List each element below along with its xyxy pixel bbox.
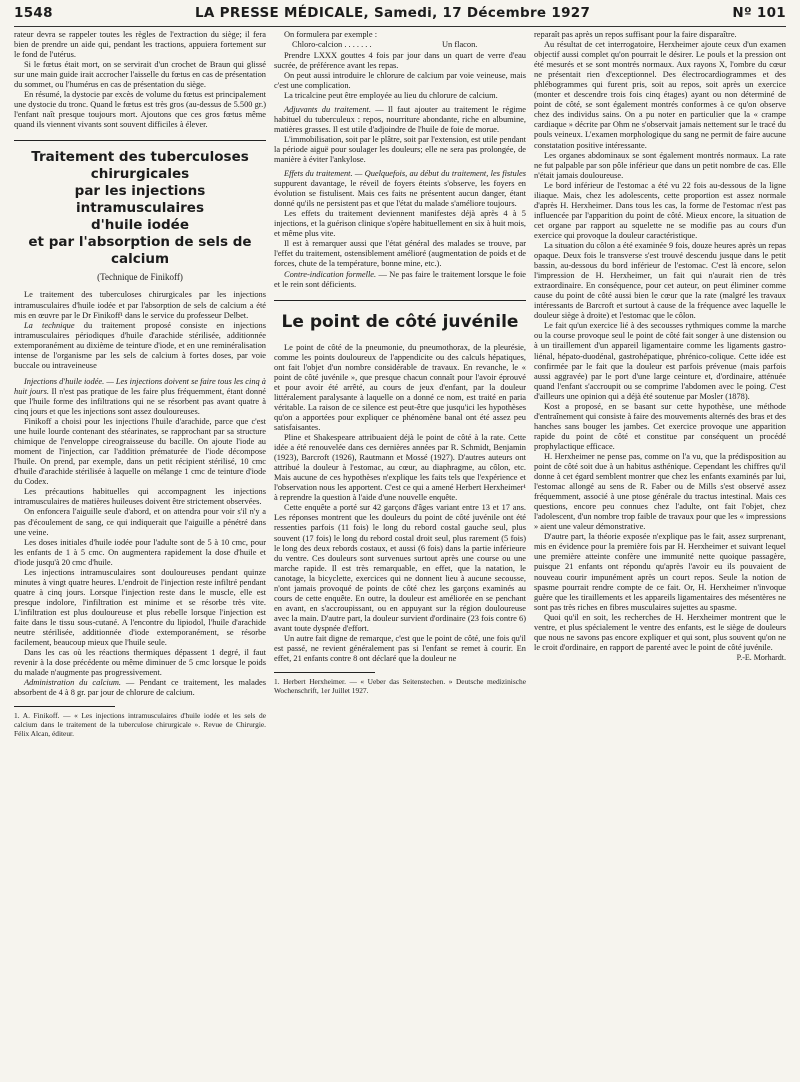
paragraph: Si le fœtus était mort, on se servirait d'un crochet de Braun qui glissé sur une main guide irait accrocher l'aisselle du fœtus en cas de présentation du sommet, ou l'humérus en cas de présentation du siège.: [14, 60, 266, 90]
paragraph: Les organes abdominaux se sont également montrés normaux. La rate ne fut palpable par son pôle inférieur que dans un petit nombre de cas. Elle n'était jamais douloureuse.: [534, 150, 786, 180]
footnote-divider: [274, 672, 375, 673]
footnote: 1. A. Finikoff. — « Les injections intramusculaires d'huile iodée et les sels de calcium dans le traitement de la tuberculose chirurgicale ». Revue de Chirurgie. Félix Alcan, éditeur.: [14, 711, 266, 739]
paragraph: Il est à remarquer aussi que l'état général des malades se trouve, par l'effet du traitement, ostensiblement amélioré (augmentation de poids et de forces, chute de la température, bonne mine, etc.).: [274, 239, 526, 269]
paragraph: Au résultat de cet interrogatoire, Herxheimer ajoute ceux d'un examen objectif aussi complet qu'on pourrait le désirer. Le pouls et la pression ont été mesurés et se sont montrés normaux. Aux rayons X, l'ombre du cœur ne présentait rien d'exceptionnel. Des électrocardiogrammes et des phlébogrammes qui furent pris, soit au repos, soit après un exercice (monter et descendre trois fois cinq étages) ayant ou non déterminé de point de côté, se sont également montrés conformes à ce qu'on observe chez des individus sains. On a pu noter en particulier que la « crampe cardiaque » décrite par Ohm ne s'observait jamais nettement sur le tracé du pouls veineux. L'examen morphologique du sang ne permit de faire aucune constatation positive intéressante.: [534, 40, 786, 150]
paragraph: Prendre LXXX gouttes 4 fois par jour dans un quart de verre d'eau sucrée, de préférence avant les repas.: [274, 50, 526, 70]
paragraph: On enfoncera l'aiguille seule d'abord, et on attendra pour voir s'il n'y a pas d'écoulement de sang, ce qui indiquerait que l'aiguille a pénétré dans une veine.: [14, 507, 266, 537]
article-title: Traitement des tuberculoses chirurgicales par les injections intramusculaires d'huile iodée et par l'absorption de sels de calcium: [28, 149, 252, 268]
paragraph: Les effets du traitement deviennent manifestes déjà après 4 à 5 injections, et la guérison clinique s'opère habituellement en six à huit mois, et même plus vite.: [274, 209, 526, 239]
paragraph: D'autre part, la théorie exposée n'explique pas le fait, assez surprenant, mis en évidence pour la première fois par H. Herxheimer et suivant lequel une première atteinte confère une immunité nette quoique passagère, puisque 21 enfants ont répondu qu'après l'avoir eu ils pouvaient de nouveau courir impunément après un court repos. Seule la notion de spasme pourrait rendre compte de ce fait. Or, H. Herxheimer n'invoque guère que les tiraillements et les appareils ligamentaires des mésentères ne sont pas très riches en fibres musculaires sujettes au spasme.: [534, 532, 786, 612]
paragraph: Kost a proposé, en se basant sur cette hypothèse, une méthode d'entraînement qui consiste à faire des mouvements alternés des bras et des hanches sans bouger les jambes. Cet exercice provoque une apparition rapide du point de côté et constitue par conséquent un procédé prophylactique efficace.: [534, 401, 786, 451]
section-divider: [14, 140, 266, 141]
paragraph: Dans les cas où les réactions thermiques dépassent 1 degré, il faut revenir à la dose précédente ou même diminuer de 5 cmc lorsque le poids du malade n'augmente pas progressivement.: [14, 648, 266, 678]
section-divider: [274, 300, 526, 301]
paragraph: On peut aussi introduire le chlorure de calcium par voie veineuse, mais c'est une complication.: [274, 70, 526, 90]
paragraph: Un autre fait digne de remarque, c'est que le point de côté, une fois qu'il est passé, ne revient généralement pas si l'enfant se remet à courir. En effet, 21 enfants contre 8 ont déclaré que la douleur ne: [274, 633, 526, 664]
footnote: 1. Herbert Herxheimer. — « Ueber das Seitenstechen. » Deutsche medizinische Wochenschrift, 1er Juillet 1927.: [274, 677, 526, 696]
column-3: [534, 30, 786, 1075]
article-subtitle: (Technique de Finikoff): [97, 272, 183, 283]
paragraph: La tricalcine peut être employée au lieu du chlorure de calcium.: [284, 90, 498, 100]
paragraph: reparaît pas après un repos suffisant pour la faire disparaître.: [534, 30, 737, 39]
author-signature: P.-E. Morhardt.: [736, 652, 786, 662]
paragraph: Les doses initiales d'huile iodée pour l'adulte sont de 5 à 10 cmc, pour les enfants de 1 à 5 cmc. On augmentera rapidement la dose d'huile et d'iode jusqu'à 20 cmc d'huile.: [14, 537, 266, 567]
footnote-divider: [14, 706, 115, 707]
paragraph: On formulera par exemple :: [284, 30, 378, 39]
paragraph: Contre-indication formelle. — Ne pas faire le traitement lorsque le foie et le rein sont déficients.: [274, 269, 526, 289]
paragraph: Injections d'huile iodée. — Les injections doivent se faire tous les cinq à huit jours. Il n'est pas pratique de les faire plus fréquemment, étant donné que l'huile forme des infiltrations qui ne se résorbent pas avant quatre à cinq jours et que les injections sont assez douloureuses.: [14, 376, 266, 416]
paragraph: En résumé, la dystocie par excès de volume du fœtus est principalement une dystocie du tronc. Quand le fœtus est très gros (au-dessus de 5.500 gr.) l'enfant naît presque toujours mort. Ajoutons que ces gros fœtus même quand ils viennent vivants sont souvent difficiles à élever.: [14, 90, 266, 130]
paragraph: Le traitement des tuberculoses chirurgicales par les injections intramusculaires d'huile iodée et par l'absorption de sels de calcium a été mis en œuvre par le Dr Finikoff¹ dans le service du professeur Delbet.: [14, 290, 266, 320]
page-header: [14, 0, 786, 27]
paragraph: Cette enquête a porté sur 42 garçons d'âges variant entre 13 et 17 ans. Les réponses montrent que les douleurs du point de côté juvénile ont été ressenties parfois (11 fois) le long du rebord costal gauche seul, plus souvent (17 fois) le long du rebord costal droit seul, plus rarement (5 fois) le long des deux rebords costaux, et aussi (6 fois) dans la partie inférieure du ventre. Ces douleurs sont survenues surtout après une course ou une marche rapide. Il est très remarquable, en effet, que la natation, le canotage, la bicyclette, exercices qui ne donnent lieu à aucune secousse, n'ont jamais provoqué de points de côté chez les garçons examinés au cours de cette enquête. En outre, la douleur est améliorée en se penchant en avant, en s'accroupissant, ou en appuyant sur la région douloureuse avec la main. D'autre part, la douleur survient d'ordinaire (23 fois contre 6) avant toute dyspnée d'effort.: [274, 503, 526, 633]
page-number: 1548: [14, 5, 53, 21]
paragraph: Le bord inférieur de l'estomac a été vu 22 fois au-dessous de la ligne iliaque. Mais, chez les adolescents, cette proportion est assez normale d'après H. Herxheimer. Dans tous les cas, la forme de l'estomac n'est pas influencée par l'apparition du point de côté. Mieux encore, la situation de cet organe par rapport au squelette ne se modifie pas au cours d'un exercice qui provoque la douleur caractéristique.: [534, 180, 786, 240]
column-1: [14, 30, 266, 1075]
paragraph: rateur devra se rappeler toutes les règles de l'extraction du siège; il fera bien de prendre un aide qui, pendant les tractions, appuiera fortement sur le fond de l'utérus.: [14, 30, 266, 60]
paragraph: Les injections intramusculaires sont douloureuses pendant quinze minutes à vingt quatre heures. L'endroit de l'injection reste infiltré pendant quatre à cinq jours. Lorsque l'injection reste dans le muscle, elle est presque indolore, l'infiltration est minime et se résorbe très vite. L'infiltration est plus douloureuse et plus rebelle lorsque l'injection est faite dans le tissu sous-cutané. A l'encontre du lipiodol, l'huile d'arachide neutre stérilisée, additionnée d'iode extemporanément, se résorbe facilement, beaucoup mieux que l'huile seule.: [14, 567, 266, 648]
prescription-formula: Chloro-calcion . . . . . . . Un flacon.: [292, 40, 478, 50]
paragraph: Finikoff a choisi pour les injections l'huile d'arachide, parce que c'est une huile lourde contenant des stéarinates, se rapprochant par sa structure chimique de l'enveloppe cireograisseuse du bacille. On ajoute l'iode au moment de l'injection, car l'addition prématurée de l'iode décompose l'huile. On prend, par exemple, dans un petit récipient stérilisé, 10 cmc d'huile d'arachide stérilisée à laquelle on mélange 1 cmc de teinture d'iode du Codex.: [14, 417, 266, 487]
paragraph: Pline et Shakespeare attribuaient déjà le point de côté à la rate. Cette idée a été renouvelée dans ces dernières années par R. Schmidt, Benjamin (1923), Barcroft (1926), Rautmann et Mossé (1927). D'autres auteurs ont attribué la douleur à l'estomac, au cœur, au diaphragme, au côlon, etc. Mais aucune de ces hypothèses n'explique les faits tels que l'expérience et l'observation nous les apportent. C'est ce qui a amené Herbert Herxheimer¹ à reprendre la question à l'aide d'une nouvelle enquête.: [274, 433, 526, 503]
paragraph: Adjuvants du traitement. — Il faut ajouter au traitement le régime habituel du tuberculeux : repos, nourriture abondante, riche en albumine, matières grasses. Il est utile d'adjoindre de l'huile de foie de morue.: [274, 104, 526, 134]
paragraph: Le point de côté de la pneumonie, du pneumothorax, de la pleurésie, comme les points douloureux de l'appendicite ou des calculs hépatiques, ont fait l'objet d'un nombre considérable de travaux. En revanche, le « point de côté juvénile », que presque chacun connaît pour l'avoir éprouvé et pour avoir été arrêté, au cours de jeux d'enfant, par la douleur littéralement paralysante à laquelle on a donné ce nom, est traité en paria véritable. La raison de ce silence est peut-être que jusqu'ici les hypothèses qu'on a apportées pour expliquer ce phénomène banal ont été assez peu satisfaisantes.: [274, 342, 526, 432]
paragraph: La situation du côlon a été examinée 9 fois, douze heures après un repas opaque. Deux fois le transverse s'est trouvé descendu jusque dans le petit bassin, au-dessous du bord inférieur de l'estomac. C'est là encore, selon l'impression de H. Herxheimer, un fait qui n'aurait rien de très extraordinaire. En conséquence, pour cet auteur, on peut éliminer comme cause du point de côté aussi bien le cœur que la rate (malgré les travaux intéressants de Barcroft et surtout à cause de la fréquence avec laquelle le douleur siège à droite) et l'estomac que le côlon.: [534, 240, 786, 321]
paragraph: Les précautions habituelles qui accompagnent les injections intramusculaires de matières huileuses doivent être strictement observées.: [14, 487, 266, 507]
paragraph: La technique du traitement proposé consiste en injections intramusculaires périodiques d'huile d'arachide stérilisée, additionnée extemporanément au dixième de teinture d'iode, et en une reminéralisation intense de l'organisme par les sels de calcium à fortes doses, par voie buccale ou intraveineuse: [14, 320, 266, 370]
paragraph: Administration du calcium. — Pendant ce traitement, les malades absorbent de 4 à 8 gr. par jour de chlorure de calcium.: [14, 678, 266, 698]
article-title: Le point de côté juvénile: [281, 311, 519, 332]
paragraph: Quoi qu'il en soit, les recherches de H. Herxheimer montrent que le ventre, et plus spécialement le ventre des enfants, est le siège de douleurs que nous ne savons pas encore expliquer et qui sont, plus souvent qu'on ne le croit d'ordinaire, en rapport de parenté avec le point de côté juvénile.: [534, 612, 786, 652]
paragraph: Effets du traitement. — Quelquefois, au début du traitement, les fistules suppurent davantage, le réveil de foyers éteints s'observe, les foyers en évolution se fistulisent. Mais ces faits ne présentent aucun danger, étant donné qu'ils ne persistent pas et que l'état du malade s'améliore toujours.: [274, 169, 526, 209]
paragraph: Le fait qu'un exercice lié à des secousses rythmiques comme la marche ou la course provoque seul le point de côté fait songer à une distension ou à un tiraillement d'un appareil ligamentaire comme les ligaments gastro-liénal, hépato-duodénal, gastrohépatique, phrénico-colique. Cette idée est confirmée par le fait que la douleur est parfois prévenue (mais parfois aussi aggravée) par le port d'une large ceinture et, d'ordinaire, atténuée quand l'enfant s'accroupit ou se comprime l'abdomen avec le poing. C'est d'ailleurs une opinion qui a déjà été soutenue par Mosler (1878).: [534, 321, 786, 401]
issue-number: Nº 101: [732, 5, 786, 21]
journal-title: LA PRESSE MÉDICALE, Samedi, 17 Décembre 1927: [195, 5, 591, 21]
paragraph: H. Herxheimer ne pense pas, comme on l'a vu, que la prédisposition au point de côté soit due à un habitus asthénique. Cependant les chiffres qu'il donne à cet égard semblent montrer que chez les enfants examinés par lui, l'estomac allongé au sens de R. Faber ou de Mills s'est observé assez fréquemment, associé à une ptose générale du tractus intestinal. Mais ces questions, encore peu connues chez l'adulte, ont fait l'objet, chez l'adolescent, d'un nombre trop faible de travaux pour que les « impressions » aient une valeur démonstrative.: [534, 451, 786, 532]
column-2: [274, 30, 526, 1075]
paragraph: L'immobilisation, soit par le plâtre, soit par l'extension, est utile pendant la période aiguë pour soulager les douleurs; elle ne sera pas prolongée, de manière à éviter l'ankylose.: [274, 134, 526, 165]
